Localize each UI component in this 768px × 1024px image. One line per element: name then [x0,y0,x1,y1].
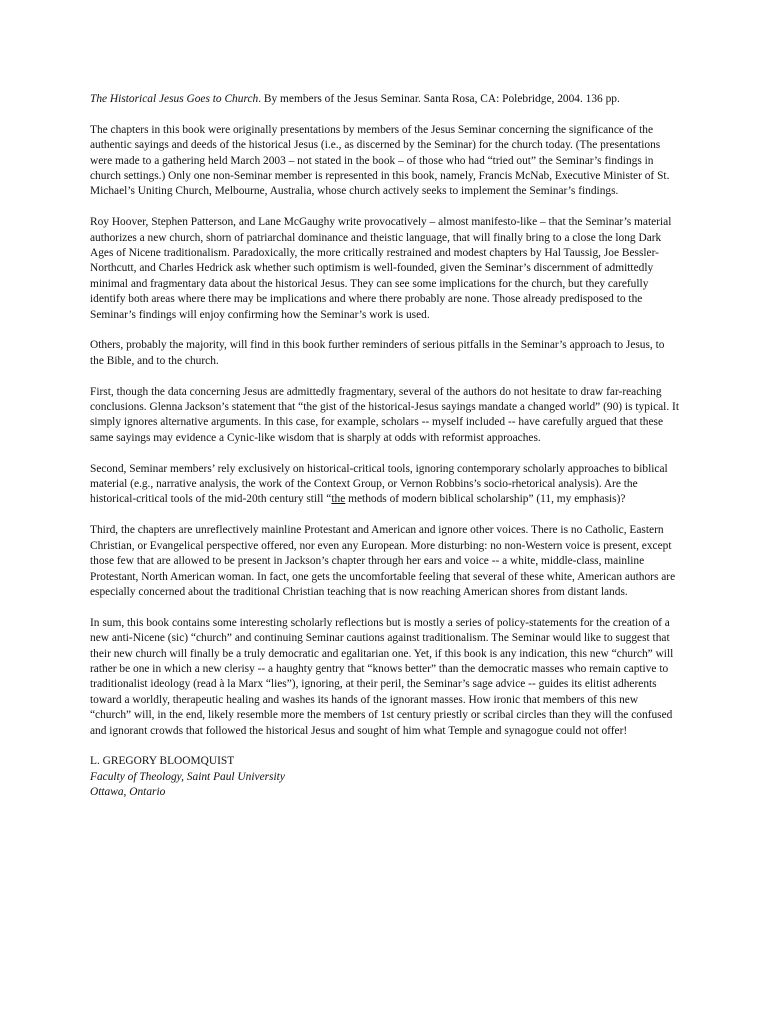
paragraph-authors: Roy Hoover, Stephen Patterson, and Lane McGaughy write provocatively – almost manifesto-like – that the Seminar’s material authorizes a new church, shorn of patriarchal dominance and theistic language, that will finally bring to a close the long Dark Ages of Nicene traditionalism. Paradoxically, the more critically restrained and modest chapters by Hal Taussig, Joe Bessler-Northcutt, and Charles Hedrick ask whether such optimism is well-founded, given the Seminar’s discernment of admittedly minimal and fragmentary data about the historical Jesus. They can see some implications for the church, but they carefully identify both areas where there may be implications and where there probably are none. Those already predisposed to the Seminar’s findings will enjoy confirming how the Seminar’s work is used. [90,216,672,321]
citation-details: . By members of the Jesus Seminar. Santa Rosa, CA: Polebridge, 2004. 136 pp. [258,93,620,105]
paragraph-summary: In sum, this book contains some interesting scholarly reflections but is mostly a series of policy-statements for the creation of a new anti-Nicene (sic) “church” and continuing Seminar cautions against traditionalism. The Seminar would like to suggest that their new church will finally be a truly democratic and egalitarian one. Yet, if this book is any indication, this new “church” will rather be one in which a new clerisy -- a haughty gentry that “knows better” than the democratic masses who remain captive to traditionalist ideology (read à la Marx “lies”), ignoring, at their peril, the Seminar’s sage advice -- guides its elitist adherents toward a worldly, therapeutic healing and washes its hands of the ignorant masses. How ironic that members of this new “church” will, in the end, likely resemble more the members of 1st century priestly or scribal circles than they will the confused and ignorant crowds that followed the historical Jesus and sought of him what Temple and synagogue could not offer! [90,616,674,737]
paragraph-third: Third, the chapters are unreflectively mainline Protestant and American and ignore other voices. There is no Catholic, Eastern Christian, or Evangelical perspective offered, nor even any European. More disturbing: no non-Western voice is present, except those few that are allowed to be present in Jackson’s chapter through her ears and voice -- a white, middle-class, mainline Protestant, North American woman. In fact, one gets the uncomfortable feeling that several of these white, American authors are especially concerned about the traditional Christian teaching that is now reaching American shores from distant lands. [90,524,676,598]
paragraph-second [90,462,680,508]
book-citation [90,92,680,107]
paragraph-others: Others, probably the majority, will find in this book further reminders of serious pitfalls in the Seminar’s approach to Jesus, to the Bible, and to the church. [90,339,665,367]
paragraph-intro: The chapters in this book were originally presentations by members of the Jesus Seminar concerning the significance of the authentic sayings and deeds of the historical Jesus (i.e., as discerned by the Seminar) for the church today. (The presentations were made to a gathering held March 2003 – not stated in the book – of those who had “tried out” the Seminar’s findings in church settings.) Only one non-Seminar member is represented in this book, namely, Francis McNab, Executive Minister of St. Michael’s Uniting Church, Melbourne, Australia, whose church actively seeks to implement the Seminar’s findings. [90,123,670,198]
paragraph-first: First, though the data concerning Jesus are admittedly fragmentary, several of the authors do not hesitate to draw far-reaching conclusions. Glenna Jackson’s statement that “the gist of the historical-Jesus sayings mandate a changed world” (90) is typical. It simply ignores alternative arguments. In this case, for example, scholars -- myself included -- have carefully argued that these same sayings may evidence a Cynic-like wisdom that is sharply at odds with reformist approaches. [90,385,679,444]
reviewer-name: L. GREGORY BLOOMQUIST [90,755,235,768]
reviewer-affiliation: Faculty of Theology, Saint Paul University [90,770,285,783]
review-body [90,92,680,801]
reviewer-location: Ottawa, Ontario [90,786,166,799]
book-title: The Historical Jesus Goes to Church [90,93,259,105]
underlined-word: the [331,493,346,506]
paragraph-second-after: methods of modern biblical scholarship” (11, my emphasis)? [345,493,626,506]
reviewer-signature [90,754,680,800]
paragraph-second-before: Second, Seminar members’ rely exclusively on historical-critical tools, ignoring contemporary scholarly approaches to biblical material (e.g., narrative analysis, the work of the Context Group, or Vernon Robbins’s socio-rhetorical analysis). Are the historical-critical tools of the mid-20th century still “ [90,462,668,506]
